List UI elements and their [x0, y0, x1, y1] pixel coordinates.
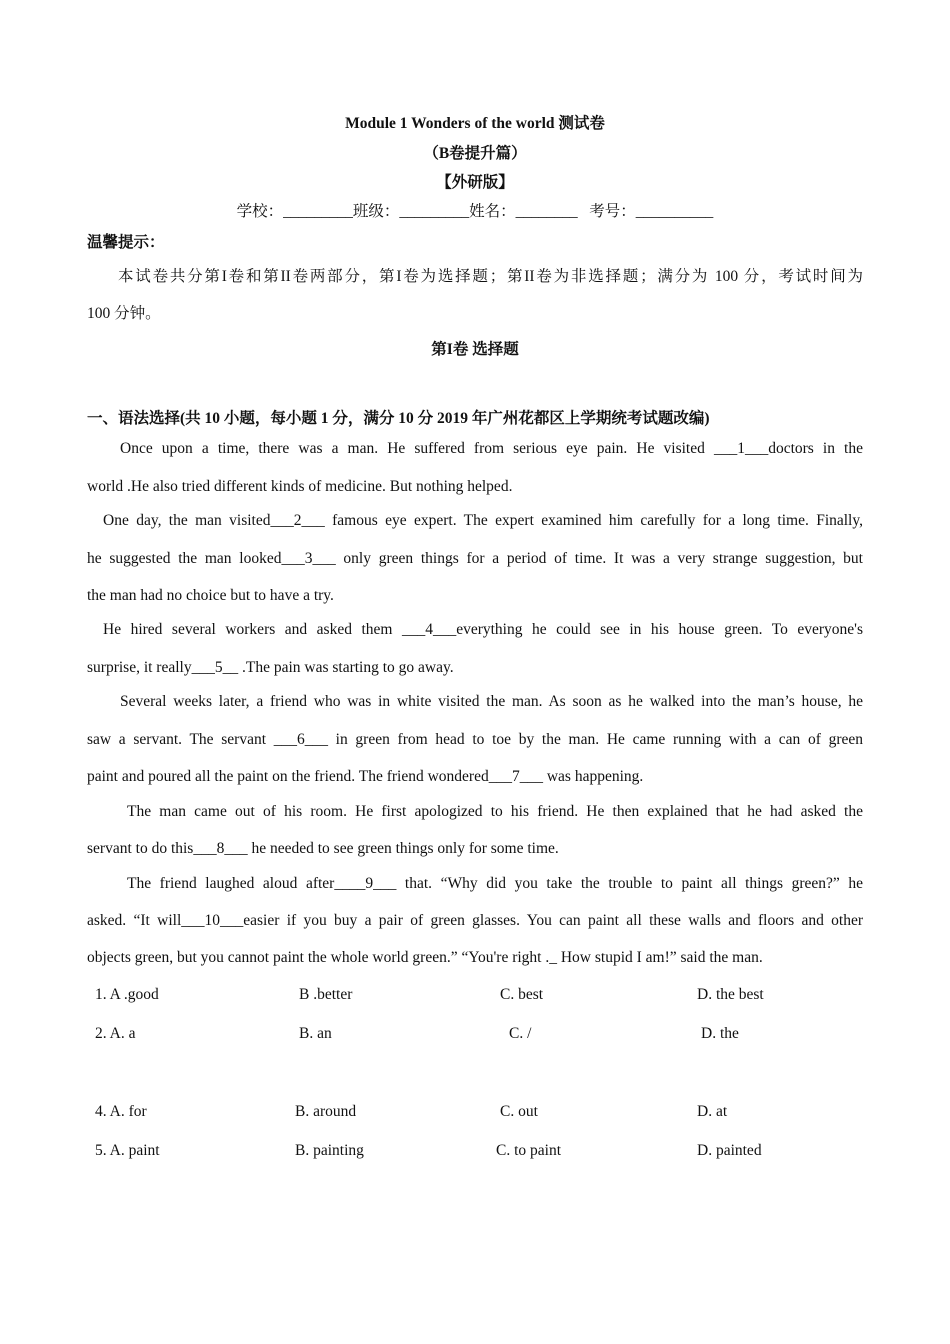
passage-line: asked. “It will___10___easier if you buy a pair of green glasses. You can paint all these walls and floors and other [87, 912, 863, 929]
option-d: D. the best [697, 986, 764, 1003]
edition-label: 【外研版】 [436, 174, 514, 191]
volume-title: 第I卷 选择题 [431, 341, 519, 358]
passage-line: He hired several workers and asked them ___4___everything he could see in his house green. To everyone's [103, 621, 863, 638]
option-c: C. to paint [496, 1142, 562, 1159]
option-d: D. painted [697, 1142, 762, 1159]
passage-line: Once upon a time, there was a man. He suffered from serious eye pain. He visited ___1___doctors in the [120, 440, 863, 457]
option-b: B. around [295, 1103, 357, 1120]
passage-line: world .He also tried different kinds of medicine. But nothing helped. [87, 478, 513, 495]
page-title: Module 1 Wonders of the world 测试卷 [345, 115, 605, 132]
passage-line: One day, the man visited___2___ famous eye expert. The expert examined him carefully for a long time. Finally, [103, 512, 863, 529]
option-a: 2. A. a [95, 1025, 136, 1042]
option-c: C. / [509, 1025, 532, 1042]
option-d: D. at [697, 1103, 728, 1120]
option-d: D. the [701, 1025, 739, 1042]
tips-heading: 温馨提示： [87, 234, 165, 251]
option-b: B. painting [295, 1142, 364, 1159]
passage-line: he suggested the man looked___3___ only green things for a period of time. It was a very strange suggestion, but [87, 550, 863, 567]
option-c: C. best [500, 986, 544, 1003]
option-b: B .better [299, 986, 353, 1003]
page-subtitle: （B卷提升篇） [423, 145, 527, 162]
option-a: 5. A. paint [95, 1142, 160, 1159]
student-info-line: 学校：_________班级：_________姓名：________ 考号：__________ [236, 203, 714, 220]
passage-line: Several weeks later, a friend who was in white visited the man. As soon as he walked into the man’s house, he [120, 693, 863, 710]
passage-line: objects green, but you cannot paint the whole world green.” “You're right ._ How stupid I am!” said the man. [87, 949, 763, 966]
passage-line: surprise, it really___5__ .The pain was starting to go away. [87, 659, 454, 676]
option-a: 1. A .good [95, 986, 159, 1003]
section-heading: 一、语法选择(共 10 小题，每小题 1 分，满分 10 分 2019 年广州花都区上学期统考试题改编) [87, 410, 710, 427]
option-c: C. out [500, 1103, 538, 1120]
passage-line: The man came out of his room. He first apologized to his friend. He then explained that he had asked the [127, 803, 863, 820]
passage-line: servant to do this___8___ he needed to see green things only for some time. [87, 840, 559, 857]
tips-line-2: 100 分钟。 [87, 305, 161, 322]
option-a: 4. A. for [95, 1103, 147, 1120]
passage-line: saw a servant. The servant ___6___ in green from head to toe by the man. He came running with a can of green [87, 731, 863, 748]
tips-line-1: 本试卷共分第I卷和第II卷两部分，第I卷为选择题；第II卷为非选择题；满分为 100 分，考试时间为 [118, 268, 863, 285]
passage-line: paint and poured all the paint on the friend. The friend wondered___7___ was happening. [87, 768, 644, 785]
option-b: B. an [299, 1025, 332, 1042]
passage-line: The friend laughed aloud after____9___ that. “Why did you take the trouble to paint all things green?” he [127, 875, 863, 892]
passage-line: the man had no choice but to have a try. [87, 587, 334, 604]
